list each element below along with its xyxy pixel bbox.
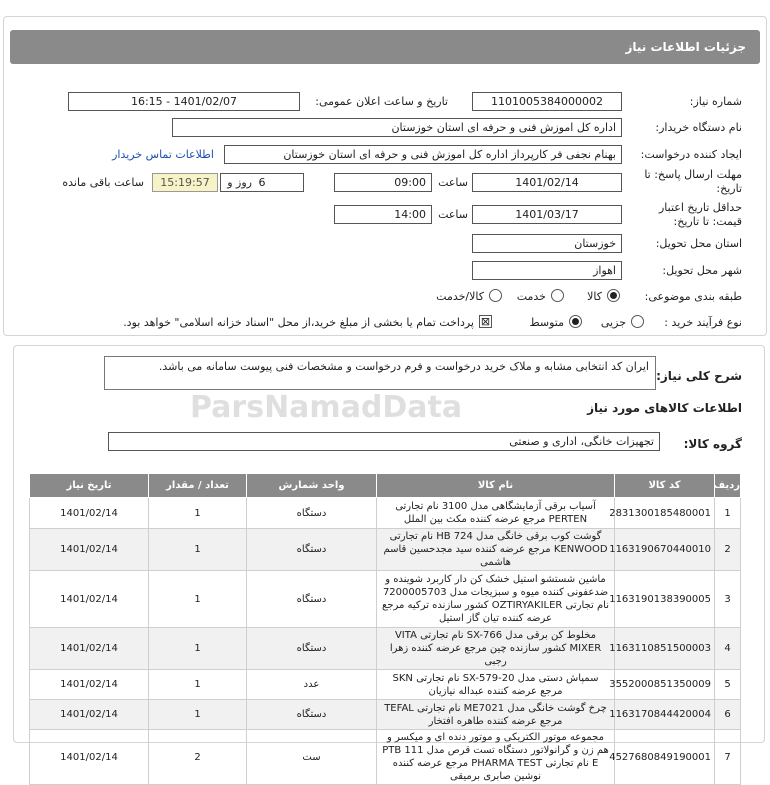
summary-label: شرح کلی نیاز: <box>656 369 742 383</box>
item-code: 2831300185480001 <box>615 498 715 529</box>
goods-group-field[interactable]: تجهیزات خانگی، اداری و صنعتی <box>108 432 660 451</box>
item-quantity: 1 <box>149 670 247 700</box>
validity-label-date: قیمت: تا تاریخ: <box>673 215 742 228</box>
buyer-contact-link[interactable]: اطلاعات تماس خریدار <box>112 148 214 161</box>
province-field[interactable]: خوزستان <box>472 234 622 253</box>
item-name: آسیاب برقی آزمایشگاهی مدل 3100 نام تجارتی PERTEN مرجع عرضه کننده مکث بین الملل <box>377 498 615 529</box>
need-number-field[interactable]: 1101005384000002 <box>472 92 622 111</box>
city-label: شهر محل تحویل: <box>662 264 742 277</box>
item-name: مخلوط کن برقی مدل SX-766 نام تجارتی VITA MIXER کشور سازنده چین مرجع عرضه کننده زهرا رجبی <box>377 628 615 670</box>
item-unit: دستگاه <box>247 571 377 628</box>
item-quantity: 1 <box>149 700 247 730</box>
validity-time-label: ساعت <box>438 208 468 221</box>
table-row[interactable] <box>30 571 741 628</box>
item-quantity: 2 <box>149 730 247 785</box>
deadline-time-field[interactable]: 09:00 <box>334 173 432 192</box>
validity-time-field[interactable]: 14:00 <box>334 205 432 224</box>
page-title: جزئیات اطلاعات نیاز <box>10 30 760 64</box>
process-label: نوع فرآیند خرید : <box>664 316 742 329</box>
item-quantity: 1 <box>149 571 247 628</box>
category-option-both: کالا/خدمت <box>436 290 484 303</box>
category-label: طبقه بندی موضوعی: <box>644 290 742 303</box>
col-header-date: تاریخ نیاز <box>30 474 149 498</box>
row-number: 2 <box>715 529 741 571</box>
buyer-org-label: نام دستگاه خریدار: <box>655 121 742 134</box>
goods-group-label: گروه کالا: <box>683 437 742 451</box>
item-name: مجموعه موتور الکتریکی و موتور دنده ای و میکسر و هم زن و گرانولاتور دستگاه تست قرص مدل PTB 111 E نام تجارتی PHARMA TEST مرجع عرضه کننده نوشین صابری برمیقی <box>377 730 615 785</box>
item-unit: دستگاه <box>247 700 377 730</box>
item-code: 3552000851350009 <box>615 670 715 700</box>
table-header-row <box>30 474 741 498</box>
item-name: گوشت کوب برقی خانگی مدل HB 724 نام تجارتی KENWOOD مرجع عرضه کننده سید مجدحسین قاسم هاشمی <box>377 529 615 571</box>
process-option-partial: جزیی <box>600 316 626 329</box>
city-field[interactable]: اهواز <box>472 261 622 280</box>
item-date: 1401/02/14 <box>30 498 149 529</box>
row-number: 7 <box>715 730 741 785</box>
days-field[interactable]: 6 <box>220 173 304 192</box>
summary-text: ایران کد انتخابی مشابه و ملاک خرید درخواست و فرم درخواست و مشخصات فنی پیوست سامانه می باشد. <box>158 360 649 373</box>
process-option-medium: متوسط <box>529 316 564 329</box>
watermark: ParsNamadData <box>190 390 463 425</box>
remaining-label: ساعت باقی مانده <box>62 176 144 189</box>
item-unit: ست <box>247 730 377 785</box>
treasury-checkbox[interactable]: ⊠ <box>480 315 491 328</box>
item-code: 1163190138390005 <box>615 571 715 628</box>
need-number-label: شماره نیاز: <box>689 95 742 108</box>
item-date: 1401/02/14 <box>30 628 149 670</box>
item-unit: دستگاه <box>247 529 377 571</box>
goods-info-heading: اطلاعات کالاهای مورد نیاز <box>587 401 742 415</box>
col-header-unit: واحد شمارش <box>247 474 377 498</box>
row-number: 4 <box>715 628 741 670</box>
announce-label: تاریخ و ساعت اعلان عمومی: <box>315 95 448 108</box>
table-row[interactable] <box>30 628 741 670</box>
deadline-date-field[interactable]: 1401/02/14 <box>472 173 622 192</box>
province-label: استان محل تحویل: <box>655 237 742 250</box>
table-row[interactable] <box>30 529 741 571</box>
item-date: 1401/02/14 <box>30 670 149 700</box>
deadline-label: مهلت ارسال پاسخ: تا <box>644 168 742 181</box>
summary-textarea[interactable] <box>104 356 656 390</box>
deadline-label-date: تاریخ: <box>716 182 742 195</box>
remaining-time-field: 15:19:57 <box>152 173 218 192</box>
item-code: 4527680849190001 <box>615 730 715 785</box>
col-header-code: کد کالا <box>615 474 715 498</box>
row-number: 3 <box>715 571 741 628</box>
row-number: 6 <box>715 700 741 730</box>
category-option-service: خدمت <box>516 290 546 303</box>
item-unit: دستگاه <box>247 628 377 670</box>
table-row[interactable] <box>30 730 741 785</box>
row-number: 5 <box>715 670 741 700</box>
category-radio-service[interactable] <box>551 289 564 302</box>
item-unit: عدد <box>247 670 377 700</box>
announce-field[interactable]: 1401/02/07 - 16:15 <box>68 92 300 111</box>
item-code: 1163110851500003 <box>615 628 715 670</box>
item-quantity: 1 <box>149 529 247 571</box>
item-code: 1163170844420004 <box>615 700 715 730</box>
payment-note: پرداخت تمام یا بخشی از مبلغ خرید،از محل "اسناد خزانه اسلامی" خواهد بود. <box>123 316 474 329</box>
category-radio-both[interactable] <box>489 289 502 302</box>
category-radio-goods[interactable] <box>607 289 620 302</box>
buyer-org-field[interactable]: اداره کل اموزش فنی و حرفه ای استان خوزستان <box>172 118 622 137</box>
row-number: 1 <box>715 498 741 529</box>
item-date: 1401/02/14 <box>30 700 149 730</box>
process-radio-medium[interactable] <box>569 315 582 328</box>
requester-label: ایجاد کننده درخواست: <box>640 148 742 161</box>
col-header-quantity: تعداد / مقدار <box>149 474 247 498</box>
item-date: 1401/02/14 <box>30 529 149 571</box>
item-date: 1401/02/14 <box>30 730 149 785</box>
item-date: 1401/02/14 <box>30 571 149 628</box>
item-code: 1163190670440010 <box>615 529 715 571</box>
table-row[interactable] <box>30 498 741 529</box>
validity-label: حداقل تاریخ اعتبار <box>658 201 742 214</box>
item-quantity: 1 <box>149 628 247 670</box>
item-quantity: 1 <box>149 498 247 529</box>
table-row[interactable] <box>30 670 741 700</box>
requester-field[interactable]: بهنام نجفی فر کارپرداز اداره کل اموزش فنی و حرفه ای استان خوزستان <box>224 145 622 164</box>
days-label: روز و <box>227 176 252 189</box>
item-name: چرخ گوشت خانگی مدل ME7021 نام تجارتی TEFAL مرجع عرضه کننده طاهره افتخار <box>377 700 615 730</box>
deadline-time-label: ساعت <box>438 176 468 189</box>
process-radio-partial[interactable] <box>631 315 644 328</box>
goods-table <box>29 473 741 785</box>
col-header-name: نام کالا <box>377 474 615 498</box>
item-name: ماشین شستشو استیل خشک کن دار کاربرد شوینده و ضدعفونی کننده میوه و سبزیجات مدل 7200005703 نام تجارتی OZTIRYAKILER کشور سازنده ترکیه مرجع عرضه کننده تیان گاز استیل <box>377 571 615 628</box>
item-unit: دستگاه <box>247 498 377 529</box>
category-option-goods: کالا <box>587 290 602 303</box>
table-row[interactable] <box>30 700 741 730</box>
col-header-row-number: ردیف <box>715 474 741 498</box>
validity-date-field[interactable]: 1401/03/17 <box>472 205 622 224</box>
item-name: سمپاش دستی مدل SX-579-20 نام تجارتی SKN مرجع عرضه کننده عبداله نیازیان <box>377 670 615 700</box>
